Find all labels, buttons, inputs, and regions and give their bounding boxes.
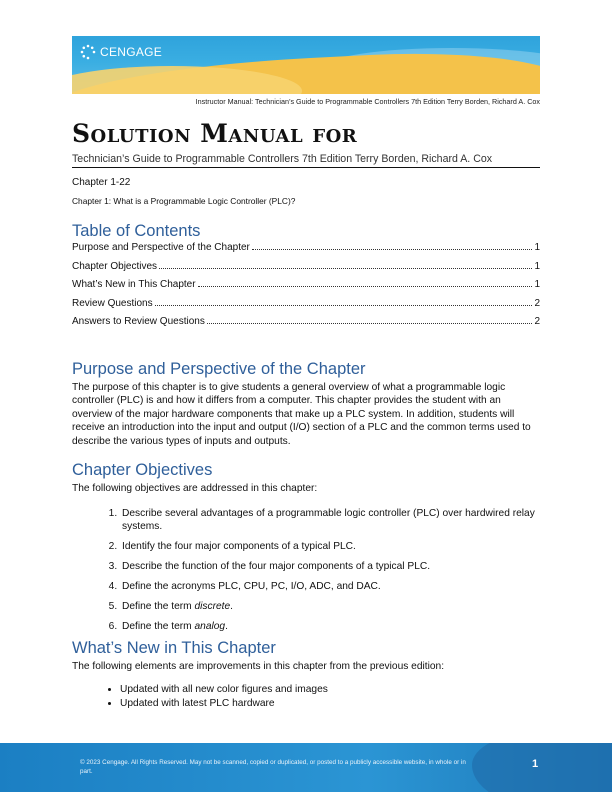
objective-item: 4. Define the acronyms PLC, CPU, PC, I/O, ADC, and DAC. (120, 580, 540, 593)
whats-new-intro: The following elements are improvements in this chapter from the previous edition: (72, 661, 445, 672)
objective-item: 3. Describe the function of the four major components of a typical PLC. (120, 560, 540, 573)
toc-entry-label[interactable]: Chapter Objectives (72, 260, 158, 272)
toc-leader (155, 305, 533, 306)
objective-term: discrete (194, 601, 231, 613)
toc-entry[interactable] (72, 279, 540, 298)
toc-entry-label[interactable]: Purpose and Perspective of the Chapter (72, 242, 250, 253)
toc-heading: Table of Contents (72, 222, 201, 240)
objective-item: 2. Identify the four major components of a typical PLC. (120, 540, 540, 553)
toc-entry-page[interactable]: 1 (534, 279, 540, 290)
objectives-intro: The following objectives are addressed in this chapter: (72, 483, 318, 494)
objective-item (120, 620, 540, 633)
objectives-list (72, 507, 540, 633)
toc-entry-label[interactable]: Review Questions (72, 297, 153, 309)
toc-entry[interactable] (72, 316, 540, 335)
toc-entry[interactable] (72, 242, 540, 261)
toc-leader (207, 323, 533, 324)
cengage-logo (80, 44, 162, 60)
objective-prefix: Define the term (122, 601, 195, 613)
chapter-name: Chapter 1: What is a Programmable Logic Controller (PLC)? (72, 196, 296, 206)
purpose-heading: Purpose and Perspective of the Chapter (72, 360, 366, 378)
copyright-notice: © 2023 Cengage. All Rights Reserved. May not be scanned, copied or duplicated, or posted to a publicly accessible website, in whole or in part. (80, 759, 466, 775)
document-title: Solution Manual for (72, 119, 358, 148)
toc-leader (252, 249, 533, 250)
objective-suffix: . (230, 601, 233, 613)
toc-entry-page[interactable]: 2 (534, 297, 540, 309)
purpose-text: The purpose of this chapter is to give students a general overview of what a programmable logic controller (PLC) is and how it differs from a computer. This chapter provides the student with an overview of the major hardware components that make up a PLC system. In addition, students will receive an introduction into the input and output (I/O) section of a PLC and the common terms used to describe the various types of inputs and outputs. (72, 382, 531, 447)
objective-prefix: Define the term (122, 621, 195, 633)
toc-entry[interactable] (72, 298, 540, 317)
whats-new-list (72, 683, 540, 710)
objectives-section (72, 461, 540, 640)
objective-suffix: . (225, 621, 228, 633)
toc-leader (159, 268, 532, 269)
toc-entry-page[interactable]: 2 (534, 316, 540, 327)
objective-item (120, 600, 540, 613)
whats-new-item: • Updated with latest PLC hardware (120, 697, 540, 710)
toc-entry-page[interactable]: 1 (534, 242, 540, 253)
chapter-range: Chapter 1-22 (72, 177, 131, 188)
page-number: 1 (532, 758, 539, 770)
toc-leader (198, 286, 533, 287)
toc-entry-label[interactable]: Answers to Review Questions (72, 316, 205, 327)
toc-entry-label[interactable]: What’s New in This Chapter (72, 279, 196, 290)
toc-entry[interactable] (72, 261, 540, 280)
purpose-section (72, 360, 540, 448)
footer-decoration (472, 743, 612, 792)
whats-new-heading: What’s New in This Chapter (72, 639, 276, 657)
brand-name: CENGAGE (100, 45, 163, 59)
whats-new-section (72, 639, 540, 711)
objective-item: 1. Describe several advantages of a programmable logic controller (PLC) over hardwired relay systems. (120, 507, 540, 533)
table-of-contents (72, 242, 540, 335)
document-subtitle: Technician’s Guide to Programmable Controllers 7th Edition Terry Borden, Richard A. Cox (72, 153, 540, 168)
running-head: Instructor Manual: Technician’s Guide to Programmable Controllers 7th Edition Terry Borden, Richard A. Cox (195, 97, 540, 106)
toc-entry-page[interactable]: 1 (534, 260, 540, 272)
objective-term: analog (194, 621, 226, 633)
cengage-logo-icon (80, 44, 96, 60)
whats-new-item: • Updated with all new color figures and images (120, 683, 540, 696)
objectives-heading: Chapter Objectives (72, 461, 213, 479)
